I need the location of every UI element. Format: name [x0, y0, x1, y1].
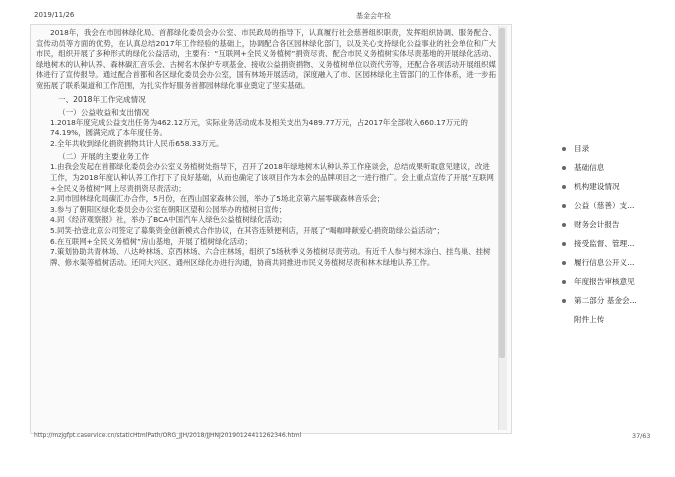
list-item: 1.2018年度完成公益支出任务为462.12万元，实际业务活动成本及相关支出为489.77万元，占2017年全部收入660.17万元的74.19%，圆满完成了本年度任务。	[50, 117, 468, 138]
bullet-icon	[562, 147, 566, 151]
toc-item-supervision[interactable]: 接受监督、管理...	[562, 234, 672, 253]
list-item: 4.同《经济观察报》社，举办了BCA中国汽车人绿色公益植树绿化活动；	[50, 215, 287, 225]
bullet-icon	[562, 223, 566, 227]
print-title: 基金会年检	[356, 12, 391, 20]
subsection-heading-2: （二）开展的主要业务工作	[58, 152, 150, 162]
bullet-icon	[562, 185, 566, 189]
bullet-icon	[562, 204, 566, 208]
toc-item-audit-opinion[interactable]: 年度报告审核意见	[562, 272, 672, 291]
footer-url: http://mzjgfpt.caservice.cn/staticHtmlPath/ORG_JJH/2018/JJHNJ20190124411262346.html	[34, 432, 302, 439]
bullet-icon	[562, 280, 566, 284]
list-item: 6.在互联网+全民义务植树”房山基地，开展了植树绿化活动；	[50, 236, 252, 246]
print-date: 2019/11/26	[34, 11, 75, 19]
scrollbar-thumb[interactable]	[499, 28, 505, 358]
list-item: 2.同市园林绿化局碳汇办合作，5月份，在西山国家森林公园，举办了5场北京第六届零碳森林音乐会；	[50, 194, 385, 204]
toc-item-contents[interactable]: 目录	[562, 139, 672, 158]
list-item: 5.同笑·拾壹北京公司签定了募集资金创新模式合作协议，在其咨连锁便利店，开展了“喝咖啡献爱心捐资助绿公益活动”；	[50, 225, 444, 235]
table-of-contents	[562, 139, 672, 329]
list-item: 3.参与了朝阳区绿化委员会办公室在朝阳区望和公园举办的植树日宣传；	[50, 204, 287, 214]
list-item: 1.由我会发起在首都绿化委员会办公室义务植树处指导下，召开了2018年绿地树木认种认养工作座谈会，总结成果听取意见建议，改进工作，为2018年度认种认养工作打下了良好基础，从而也确定了该项目作为本会的品牌项目之一进行推广。会上重点宣传了开展“互联网+全民义务植树”网上尽责捐资尽责活动；	[50, 162, 494, 193]
toc-item-disclosure[interactable]: 履行信息公开义...	[562, 253, 672, 272]
bullet-icon	[562, 166, 566, 170]
toc-item-charity-expenditure[interactable]: 公益（慈善）支...	[562, 196, 672, 215]
list-item: 2.全年共收到绿化捐资捐物共计人民币658.33万元。	[50, 138, 224, 148]
toc-item-attachments[interactable]: 附件上传	[574, 315, 605, 324]
intro-paragraph: 2018年，我会在市园林绿化局、首都绿化委员会办公室、市民政局的指导下，认真履行社会慈善组织职责，发挥组织协调、服务配合、宣传动员等方面的优势，在认真总结2017年工作经验的基础上，协调配合各区园林绿化部门，以及关心支持绿化公益事业的社会单位和广大市民，组织开展了多种形式的绿化公益活动，主要有：“互联网+全民义务植树”捐资尽责、配合市民义务植树实体尽责基地的开展绿化活动、绿地树木的认种认养、森林碳汇音乐会、古树名木保护专项基金、接收公益捐资捐物、义务植树单位以资代劳等，还配合各项活动开展组织媒体进行了宣传报导。通过配合首都和各区绿化委员会办公室，国有林场开展活动，深度融入了市、区园林绿化主管部门的工作体系，进一步拓宽拓展了联系渠道和工作范围，为扎实作好服务首都园林绿化事业奠定了坚实基础。	[36, 28, 496, 90]
subsection-heading-1: （一）公益收益和支出情况	[58, 107, 150, 117]
bullet-icon	[562, 242, 566, 246]
bullet-icon	[562, 299, 566, 303]
toc-item-financial-report[interactable]: 财务会计报告	[562, 215, 672, 234]
bullet-icon	[562, 261, 566, 265]
list-item: 7.策划协助共青林场、八达岭林场、京西林场、六合庄林场，组织了5场秋季义务植树尽责劳动。有近千人参与树木涂白、挂鸟巢、挂树牌、修水渠等植树活动。还同大兴区、通州区绿化办进行沟通，协商共同推进市民义务植树尽责和林木绿地认养工作。	[50, 247, 491, 267]
toc-item-part-two[interactable]: 第二部分 基金会...	[562, 291, 672, 310]
section-heading: 一、2018年工作完成情况	[58, 94, 146, 104]
toc-item-basic-info[interactable]: 基础信息	[562, 158, 672, 177]
document-body[interactable]	[36, 28, 496, 426]
toc-item-organization[interactable]: 机构建设情况	[562, 177, 672, 196]
page-number: 37/63	[632, 432, 651, 440]
